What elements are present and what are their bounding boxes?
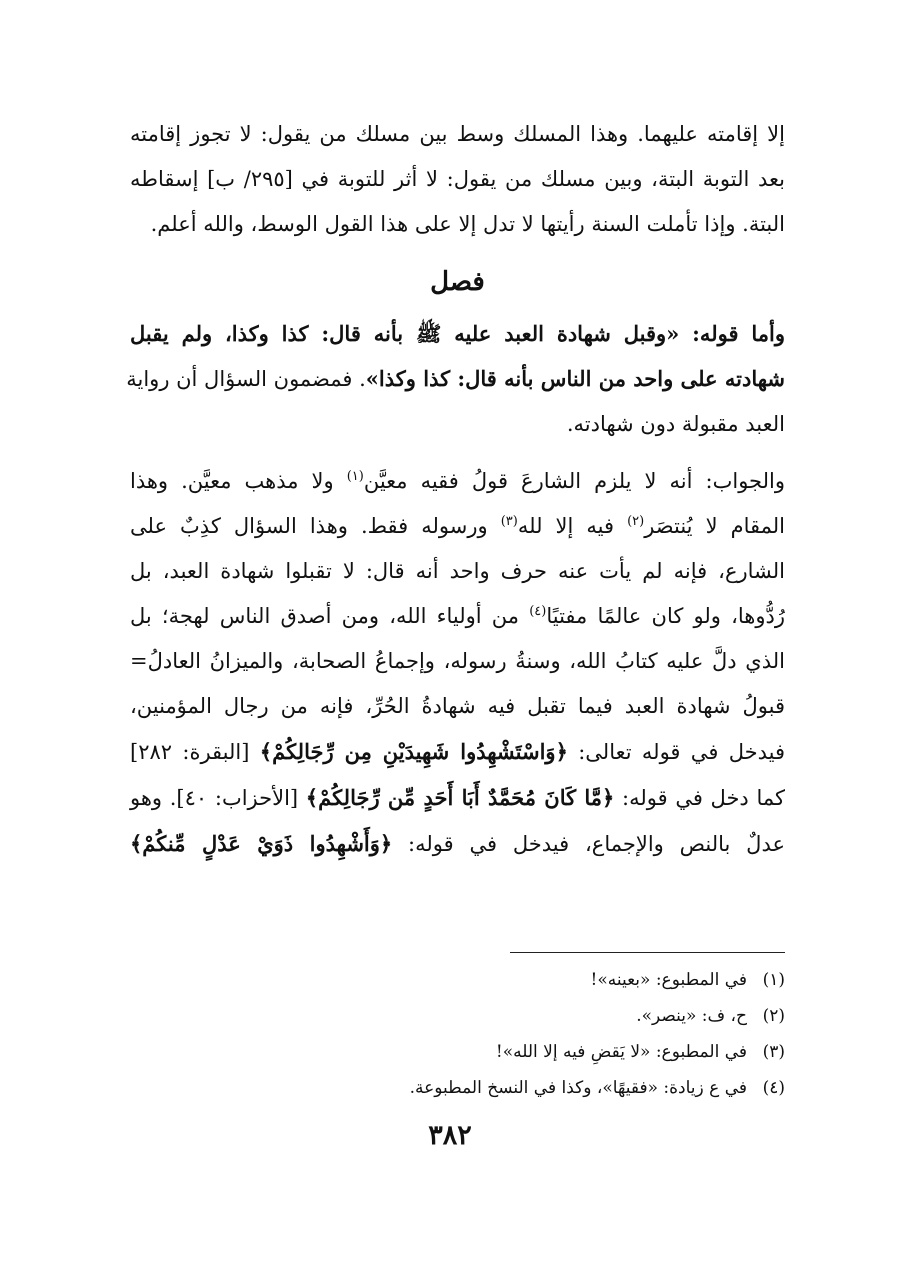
footnote-number: (١) <box>762 970 785 990</box>
question-paragraph <box>126 311 785 447</box>
text-line: الشارع، فإنه لم يأت عنه حرف واحد أنه قال: لا تقبلوا شهادة العبد، بل <box>130 559 785 583</box>
footnote <box>305 998 785 1034</box>
footnote <box>305 1034 785 1070</box>
text-line: البتة. وإذا تأملت السنة رأيتها لا تدل إلا على هذا القول الوسط، والله أعلم. <box>150 212 785 236</box>
text-span: ورسوله فقط. وهذا السؤال كذِبٌ على <box>130 514 501 538</box>
text-line <box>130 775 785 821</box>
text-line: الذي دلَّ عليه كتابُ الله، وسنةُ رسوله، وإجماعُ الصحابة، والميزانُ العادلُ= <box>130 649 785 673</box>
footnote-text: في المطبوع: «لا يَقضِ فيه إلا الله»! <box>495 1042 747 1062</box>
text-line: قبولُ شهادة العبد فيما تقبل فيه شهادةُ الحُرِّ، فإنه من رجال المؤمنين، <box>130 694 785 718</box>
verse-reference: [البقرة: ٢٨٢] <box>130 740 260 764</box>
text-span: . فمضمون السؤال أن رواية <box>126 367 366 391</box>
footnote-ref[interactable]: (١) <box>346 469 364 484</box>
footnote-ref[interactable]: (٢) <box>627 514 645 529</box>
text-line <box>130 459 785 504</box>
text-line <box>130 504 785 549</box>
section-title: فصل <box>430 267 485 297</box>
text-span: عدلٌ بالنص والإجماع، فيدخل في قوله: <box>392 832 785 856</box>
text-span: من أولياء الله، ومن أصدق الناس لهجة؛ بل <box>130 604 530 628</box>
text-line: إلا إقامته عليهما. وهذا المسلك وسط بين مسلك من يقول: لا تجوز إقامته <box>130 122 785 146</box>
footnote <box>305 1070 785 1106</box>
text-span: رُدُّوها، ولو كان عالمًا مفتيًا <box>546 604 785 628</box>
intro-paragraph <box>130 112 785 247</box>
text-line: وأما قوله: «وقبل شهادة العبد عليه ﷺ بأنه قال: كذا وكذا، ولم يقبل <box>130 321 785 346</box>
footnote-text: في المطبوع: «بعينه»! <box>590 970 747 990</box>
footnote-divider <box>510 952 785 953</box>
text-span: فيدخل في قوله تعالى: <box>567 740 785 764</box>
text-line: العبد مقبولة دون شهادته. <box>566 412 785 436</box>
footnote-ref[interactable]: (٣) <box>500 514 518 529</box>
main-text <box>126 112 785 867</box>
footnote-text: ح، ف: «ينصر». <box>636 1006 747 1026</box>
text-line: بعد التوبة البتة، وبين مسلك من يقول: لا أثر للتوبة في [٢٩٥/ ب] إسقاطه <box>130 167 785 191</box>
verse-reference: [الأحزاب: ٤٠] <box>176 786 306 810</box>
footnote-text: في ع زيادة: «فقيهًا»، وكذا في النسخ المطبوعة. <box>409 1078 747 1098</box>
footnotes <box>305 962 785 1106</box>
text-span: . وهو <box>130 786 177 810</box>
bold-quote: شهادته على واحد من الناس بأنه قال: كذا وكذا» <box>365 366 785 391</box>
text-line <box>126 356 785 402</box>
text-line <box>130 594 785 639</box>
text-line <box>130 821 785 867</box>
footnote-number: (٢) <box>762 1006 785 1026</box>
footnote-ref[interactable]: (٤) <box>529 604 547 619</box>
footnote-number: (٣) <box>762 1042 785 1062</box>
text-span: كما دخل في قوله: <box>614 786 785 810</box>
text-span: والجواب: أنه لا يلزم الشارعَ قولُ فقيه معيَّن <box>363 469 785 493</box>
quran-verse: ﴿وَاسْتَشْهِدُوا شَهِيدَيْنِ مِن رِّجَالِكُمْ﴾ <box>259 739 568 764</box>
text-span: المقام لا يُنتصَر <box>644 514 785 538</box>
quran-verse: ﴿مَّا كَانَ مُحَمَّدٌ أَبَا أَحَدٍ مِّن رِّجَالِكُمْ﴾ <box>305 785 615 810</box>
footnote-number: (٤) <box>762 1078 785 1098</box>
quran-verse: ﴿وَأَشْهِدُوا ذَوَيْ عَدْلٍ مِّنكُمْ﴾ <box>130 831 393 856</box>
text-span: ولا مذهب معيَّن. وهذا <box>130 469 347 493</box>
page-number: ٣٨٢ <box>428 1120 472 1151</box>
answer-paragraph <box>130 459 785 867</box>
text-line <box>130 729 785 775</box>
footnote <box>305 962 785 998</box>
text-span: فيه إلا لله <box>517 514 628 538</box>
